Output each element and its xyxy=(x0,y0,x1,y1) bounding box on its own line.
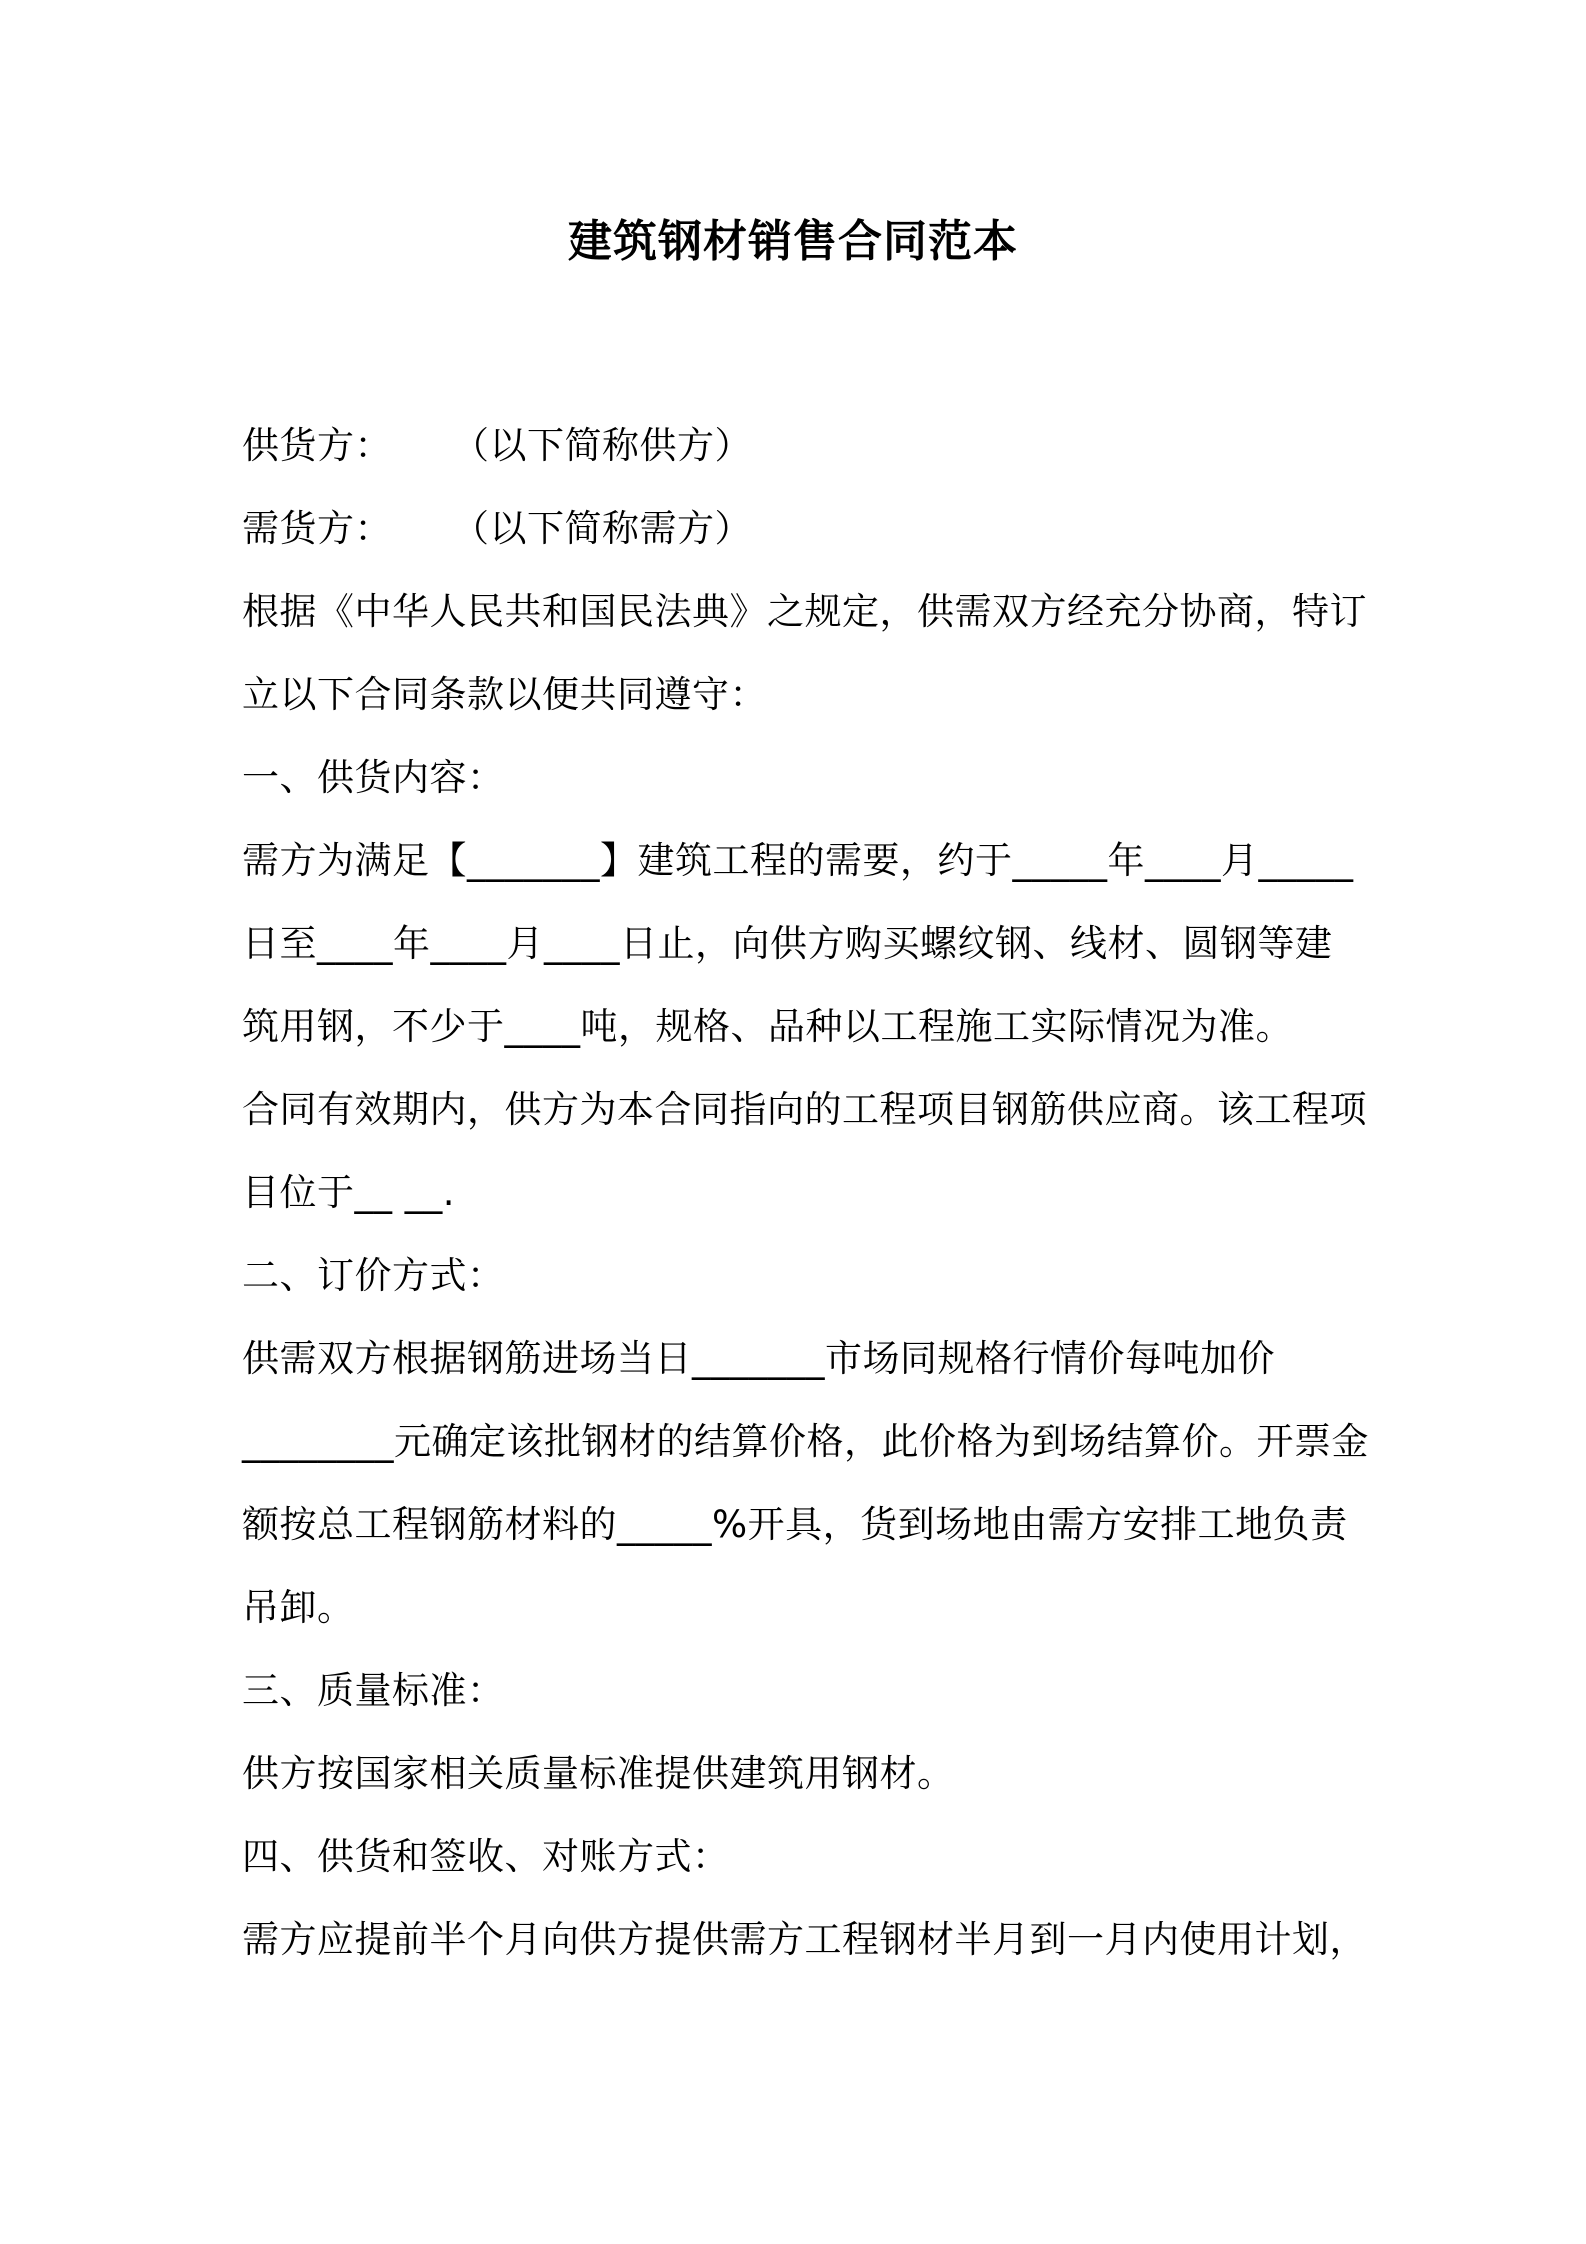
body-line: ________元确定该批钢材的结算价格，此价格为到场结算价。开票金 xyxy=(242,1420,1369,1463)
section-heading: 三、质量标准： xyxy=(242,1669,505,1712)
body-line: 日至____年____月____日止，向供方购买螺纹钢、线材、圆钢等建 xyxy=(242,922,1333,965)
section-heading: 二、订价方式： xyxy=(242,1254,505,1297)
body-line: 目位于__ __. xyxy=(242,1171,456,1214)
body-line: 额按总工程钢筋材料的_____%开具，货到场地由需方安排工地负责 xyxy=(242,1503,1348,1546)
body-line: 需方为满足【_______】建筑工程的需要，约于_____年____月_____ xyxy=(242,839,1354,882)
body-line: 吊卸。 xyxy=(242,1586,355,1629)
body-line: 需方应提前半个月向供方提供需方工程钢材半月到一月内使用计划， xyxy=(242,1918,1367,1961)
buyer-note: （以下简称需方） xyxy=(452,507,752,550)
document-title: 建筑钢材销售合同范本 xyxy=(568,216,1018,267)
supplier-line xyxy=(242,404,1352,487)
section-heading: 四、供货和签收、对账方式： xyxy=(242,1835,730,1878)
buyer-line xyxy=(242,487,1352,570)
body-line: 供需双方根据钢筋进场当日_______市场同规格行情价每吨加价 xyxy=(242,1337,1275,1380)
body-line: 筑用钢，不少于____吨，规格、品种以工程施工实际情况为准。 xyxy=(242,1005,1293,1048)
buyer-label: 需货方： xyxy=(242,507,392,550)
body-line: 根据《中华人民共和国民法典》之规定，供需双方经充分协商，特订 xyxy=(242,590,1367,633)
body-line: 合同有效期内，供方为本合同指向的工程项目钢筋供应商。该工程项 xyxy=(242,1088,1367,1131)
body-line: 供方按国家相关质量标准提供建筑用钢材。 xyxy=(242,1752,955,1795)
document-body xyxy=(242,404,1369,1981)
section-heading: 一、供货内容： xyxy=(242,756,505,799)
supplier-label: 供货方： xyxy=(242,424,392,467)
supplier-note: （以下简称供方） xyxy=(452,424,752,467)
body-line: 立以下合同条款以便共同遵守： xyxy=(242,673,767,716)
